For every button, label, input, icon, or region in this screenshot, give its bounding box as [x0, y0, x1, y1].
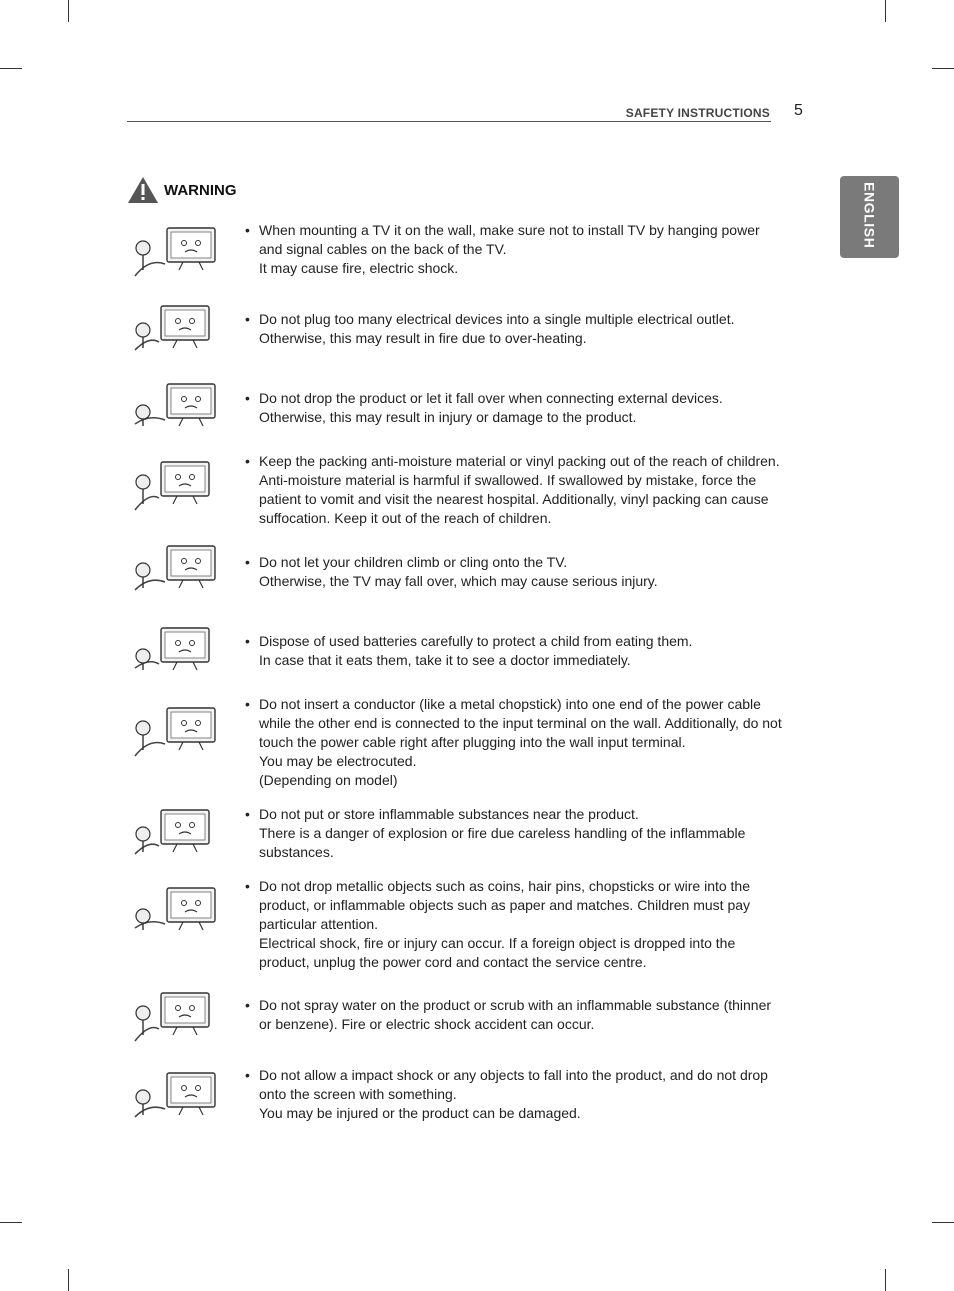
- warning-label: WARNING: [164, 181, 237, 199]
- crop-mark: [68, 0, 69, 22]
- warning-item-line: suffocation. Keep it out of the reach of children.: [259, 510, 552, 526]
- bullet: •: [245, 997, 250, 1013]
- warning-item-line: Do not plug too many electrical devices into a single multiple electrical outlet.: [259, 311, 735, 327]
- warning-triangle-icon: [127, 176, 159, 204]
- flammable-near-tv-illustration: [127, 800, 227, 866]
- warning-item-text: [245, 553, 793, 591]
- warning-item-line: patient to vomit and visit the nearest hospital. Additionally, vinyl packing can cause: [259, 491, 769, 507]
- page-number: 5: [794, 102, 803, 119]
- crop-mark: [885, 1269, 886, 1291]
- warning-item-line: touch the power cable right after plugging into the wall input terminal.: [259, 734, 686, 750]
- warning-item-line: There is a danger of explosion or fire due careless handling of the inflammable: [259, 825, 746, 841]
- section-title: SAFETY INSTRUCTIONS: [625, 106, 770, 120]
- warning-item-line: Otherwise, the TV may fall over, which may cause serious injury.: [259, 573, 658, 589]
- bullet: •: [245, 554, 250, 570]
- warning-item-line: and signal cables on the back of the TV.: [259, 241, 507, 257]
- warning-item-line: Anti-moisture material is harmful if swallowed. If swallowed by mistake, force the: [259, 472, 757, 488]
- crop-mark: [932, 68, 954, 69]
- warning-item-line: Do not spray water on the product or scrub with an inflammable substance (thinner: [259, 997, 772, 1013]
- warning-item-line: You may be electrocuted.: [259, 753, 417, 769]
- warning-item-text: [245, 1066, 793, 1123]
- warning-item-text: [245, 695, 793, 790]
- warning-item-line: product, or inflammable objects such as paper and matches. Children must pay: [259, 897, 751, 913]
- warning-item-line: Do not drop the product or let it fall over when connecting external devices.: [259, 390, 723, 406]
- child-battery-illustration: [127, 618, 227, 684]
- overloaded-outlet-illustration: [127, 296, 227, 362]
- warning-item-line: particular attention.: [259, 916, 379, 932]
- tv-wall-cable-illustration: [127, 218, 227, 284]
- warning-item-text: [245, 389, 793, 427]
- warning-item-line: When mounting a TV it on the wall, make sure not to install TV by hanging power: [259, 222, 760, 238]
- bullet: •: [245, 696, 250, 712]
- spray-water-tv-illustration: [127, 983, 227, 1049]
- warning-item-line: Dispose of used batteries carefully to protect a child from eating them.: [259, 633, 693, 649]
- warning-item-line: (Depending on model): [259, 772, 398, 788]
- language-tab: [840, 176, 899, 258]
- child-packing-illustration: [127, 452, 227, 518]
- warning-item-line: Do not let your children climb or cling onto the TV.: [259, 554, 568, 570]
- warning-item-line: Do not insert a conductor (like a metal chopstick) into one end of the power cable: [259, 696, 761, 712]
- bullet: •: [245, 1067, 250, 1083]
- bullet: •: [245, 390, 250, 406]
- warning-item-line: substances.: [259, 844, 334, 860]
- crop-mark: [0, 1222, 22, 1223]
- warning-item-line: Do not put or store inflammable substances near the product.: [259, 806, 639, 822]
- warning-item-text: [245, 632, 793, 670]
- crop-mark: [885, 0, 886, 22]
- header-divider: [127, 121, 771, 122]
- metal-objects-tv-illustration: [127, 878, 227, 944]
- bullet: •: [245, 878, 250, 894]
- warning-item-line: You may be injured or the product can be damaged.: [259, 1105, 581, 1121]
- child-climbing-tv-illustration: [127, 536, 227, 602]
- warning-item-text: [245, 452, 793, 528]
- crop-mark: [932, 1222, 954, 1223]
- language-tab-label: ENGLISH: [861, 182, 878, 249]
- warning-item-line: In case that it eats them, take it to see a doctor immediately.: [259, 652, 631, 668]
- crop-mark: [68, 1269, 69, 1291]
- warning-item-text: [245, 877, 793, 972]
- warning-item-line: while the other end is connected to the input terminal on the wall. Additionally, do not: [259, 715, 782, 731]
- warning-item-line: Do not drop metallic objects such as coins, hair pins, chopsticks or wire into the: [259, 878, 751, 894]
- warning-item-line: Otherwise, this may result in injury or damage to the product.: [259, 409, 637, 425]
- warning-item-text: [245, 996, 793, 1034]
- warning-item-line: or benzene). Fire or electric shock accident can occur.: [259, 1016, 595, 1032]
- warning-item-line: product, unplug the power cord and contact the service centre.: [259, 954, 647, 970]
- bullet: •: [245, 311, 250, 327]
- warning-item-line: onto the screen with something.: [259, 1086, 457, 1102]
- warning-item-line: Electrical shock, fire or injury can occur. If a foreign object is dropped into the: [259, 935, 736, 951]
- crop-mark: [0, 68, 22, 69]
- warning-item-text: [245, 805, 793, 862]
- impact-shock-tv-illustration: [127, 1063, 227, 1129]
- warning-item-text: [245, 221, 793, 278]
- warning-item-line: Keep the packing anti-moisture material or vinyl packing out of the reach of children.: [259, 453, 780, 469]
- bullet: •: [245, 453, 250, 469]
- tv-falling-illustration: [127, 374, 227, 440]
- warning-item-line: Otherwise, this may result in fire due to over-heating.: [259, 330, 587, 346]
- power-cable-chopstick-illustration: [127, 698, 227, 764]
- warning-item-line: It may cause fire, electric shock.: [259, 260, 459, 276]
- bullet: •: [245, 222, 250, 238]
- warning-item-text: [245, 310, 793, 348]
- warning-item-line: Do not allow a impact shock or any objects to fall into the product, and do not drop: [259, 1067, 768, 1083]
- warning-heading: [127, 176, 237, 204]
- bullet: •: [245, 633, 250, 649]
- bullet: •: [245, 806, 250, 822]
